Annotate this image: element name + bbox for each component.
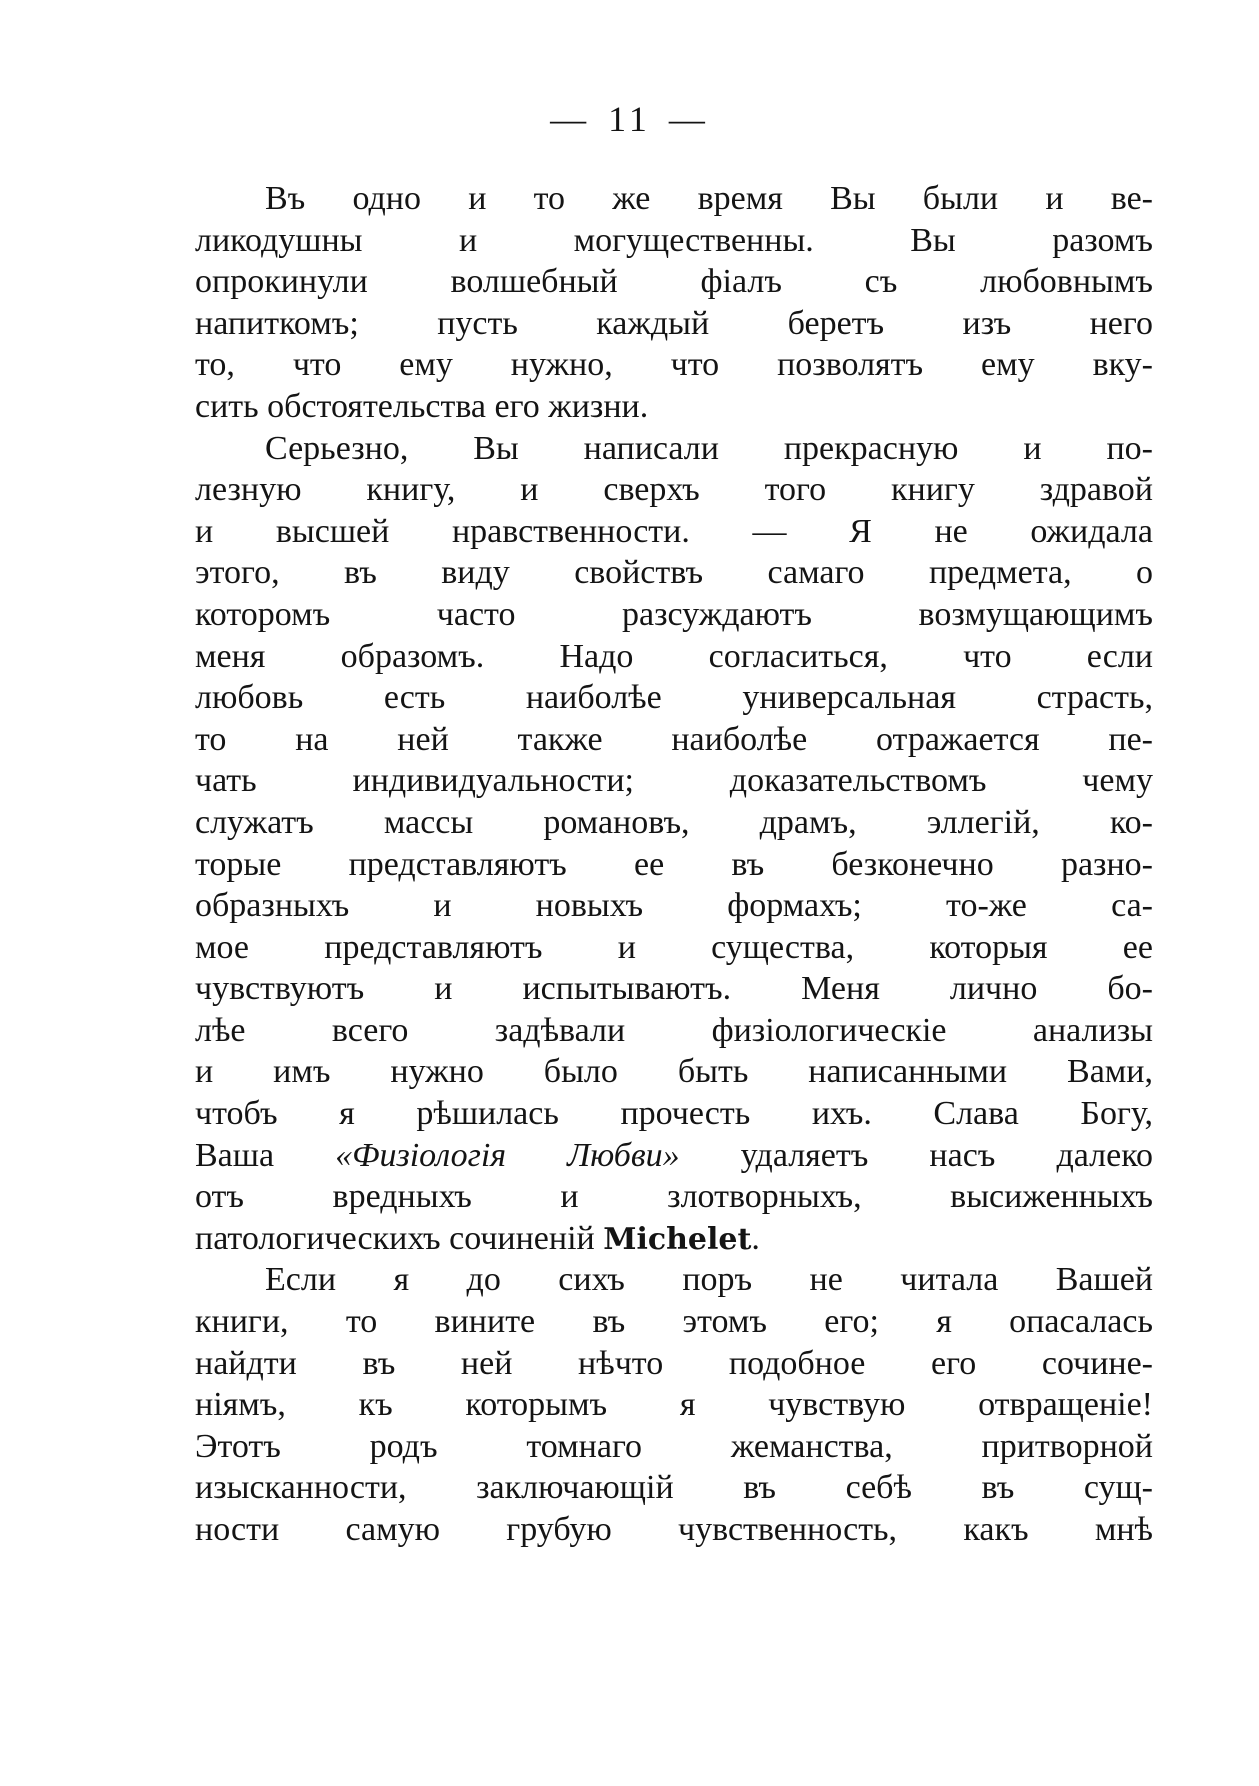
text-line: лѣе всего задѣвали физіологическіе анализы xyxy=(195,1011,1153,1049)
text-line: чать индивидуальности; доказательствомъ чему xyxy=(195,762,1153,800)
text-line: то на ней также наиболѣе отражается пе- xyxy=(195,720,1153,758)
text-line: отъ вредныхъ и злотворныхъ, высиженныхъ xyxy=(195,1178,1153,1216)
text-line: изысканности, заключающій въ себѣ въ сущ- xyxy=(195,1469,1153,1507)
text-line: торые представляютъ ее въ безконечно разно- xyxy=(195,845,1153,883)
text-line: Этотъ родъ томнаго жеманства, притворной xyxy=(195,1427,1153,1465)
text-line: ности самую грубую чувственность, какъ мнѣ xyxy=(195,1511,1153,1548)
paragraph-2 xyxy=(195,428,1153,1260)
text-line: ніямъ, къ которымъ я чувствую отвращеніе! xyxy=(195,1386,1153,1424)
text-line-with-title xyxy=(195,1135,1153,1177)
page-number: 11 xyxy=(608,99,651,139)
paragraph-1 xyxy=(195,178,1153,428)
text-line: чувствуютъ и испытываютъ. Меня лично бо- xyxy=(195,970,1153,1008)
text-line: этого, въ виду свойствъ самаго предмета, о xyxy=(195,554,1153,592)
text-line: и имъ нужно было быть написанными Вами, xyxy=(195,1053,1153,1091)
text-line: Серьезно, Вы написали прекрасную и по- xyxy=(265,429,1153,467)
text-line: напиткомъ; пусть каждый беретъ изъ него xyxy=(195,304,1153,342)
text-line: которомъ часто разсуждаютъ возмущающимъ xyxy=(195,595,1153,633)
text-line: Если я до сихъ поръ не читала Вашей xyxy=(265,1261,1153,1299)
text-line: найдти въ ней нѣчто подобное его сочине- xyxy=(195,1344,1153,1382)
text-fragment: Ваша xyxy=(195,1136,336,1174)
text-line-with-author xyxy=(195,1218,1153,1260)
text-fragment: . xyxy=(751,1219,760,1257)
author-name-bold: Michelet xyxy=(603,1221,752,1257)
paragraph-3 xyxy=(195,1259,1153,1550)
text-line: меня образомъ. Надо согласиться, что если xyxy=(195,637,1153,675)
text-line: любовь есть наиболѣе универсальная страсть, xyxy=(195,679,1153,717)
text-fragment: патологическихъ сочиненій xyxy=(195,1219,604,1257)
text-line: образныхъ и новыхъ формахъ; то-же са- xyxy=(195,887,1153,925)
page-number-dash-left: — xyxy=(550,99,591,139)
text-line: ликодушны и могущественны. Вы разомъ xyxy=(195,221,1153,259)
body-text xyxy=(195,178,1153,1551)
text-line: мое представляютъ и существа, которыя ее xyxy=(195,928,1153,966)
text-line: опрокинули волшебный фіалъ съ любовнымъ xyxy=(195,263,1153,301)
text-line: книги, то вините въ этомъ его; я опасалась xyxy=(195,1303,1153,1341)
page-number-dash-right: — xyxy=(668,99,709,139)
text-line: и высшей нравственности. — Я не ожидала xyxy=(195,512,1153,550)
text-line: Въ одно и то же время Вы были и ве- xyxy=(265,180,1153,217)
text-line: сить обстоятельства его жизни. xyxy=(195,387,649,425)
text-line: то, что ему нужно, что позволятъ ему вку- xyxy=(195,346,1153,384)
book-title-italic: «Физіологія Любви» xyxy=(335,1136,680,1174)
text-line: лезную книгу, и сверхъ того книгу здравой xyxy=(195,471,1153,509)
text-fragment: удаляетъ насъ далеко xyxy=(679,1136,1153,1174)
text-line: чтобъ я рѣшилась прочесть ихъ. Слава Богу, xyxy=(195,1095,1153,1133)
text-line: служатъ массы романовъ, драмъ, эллегій, ко- xyxy=(195,803,1153,841)
page-number-header xyxy=(0,98,1259,140)
